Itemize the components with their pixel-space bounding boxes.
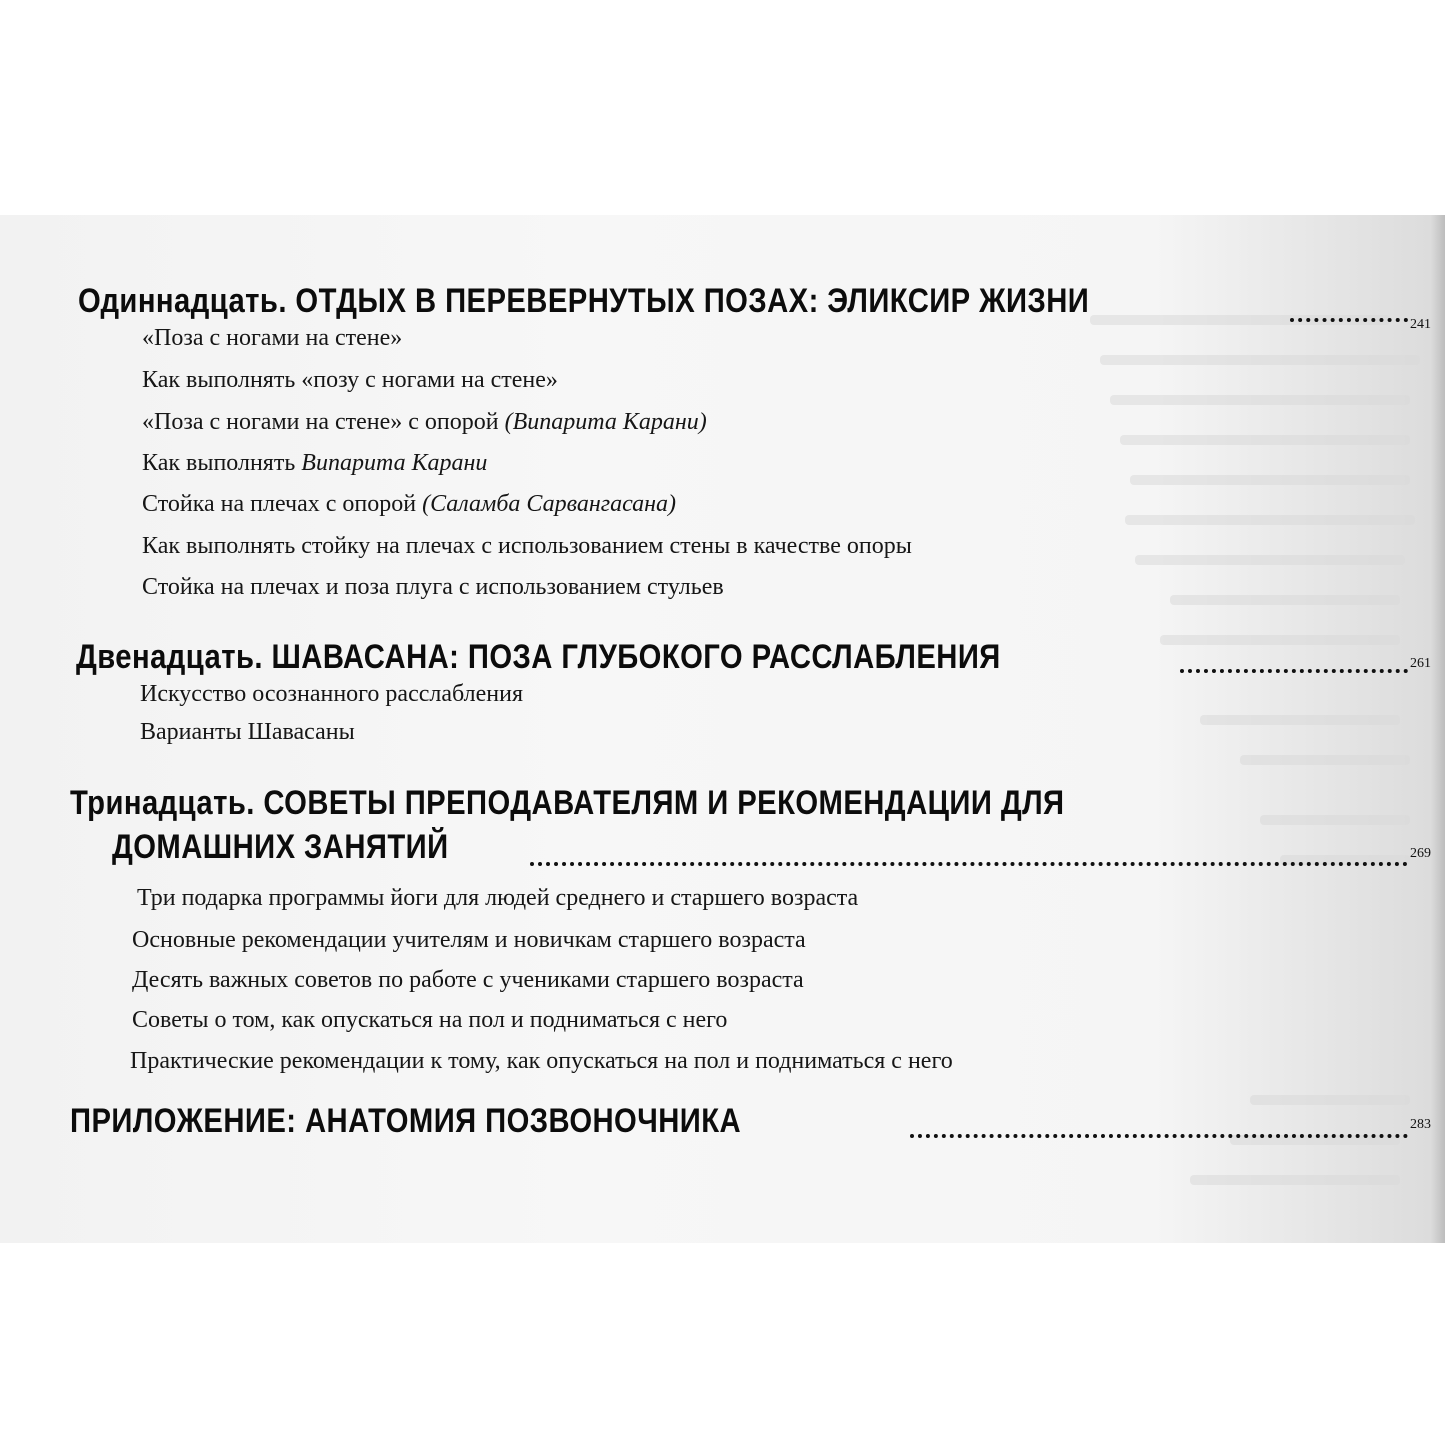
toc-item: Варианты Шавасаны xyxy=(140,719,355,745)
chapter-12-title: Двенадцать. ШАВАСАНА: ПОЗА ГЛУБОКОГО РАССЛАБЛЕНИЯ xyxy=(76,638,1001,676)
toc-item: Стойка на плечах с опорой (Саламба Сарвангасана) xyxy=(142,491,677,517)
toc-item: Как выполнять Випарита Карани xyxy=(142,450,488,476)
toc-item: Стойка на плечах и поза плуга с использованием стульев xyxy=(142,574,724,600)
toc-item: Как выполнять стойку на плечах с использованием стены в качестве опоры xyxy=(142,533,912,559)
appendix-title: ПРИЛОЖЕНИЕ: АНАТОМИЯ ПОЗВОНОЧНИКА xyxy=(70,1102,742,1140)
appendix-leader xyxy=(910,1134,1408,1138)
toc-item: Три подарка программы йоги для людей среднего и старшего возраста xyxy=(137,885,859,911)
toc-item: «Поза с ногами на стене» с опорой (Випарита Карани) xyxy=(142,409,707,435)
chapter-13-title-line2: ДОМАШНИХ ЗАНЯТИЙ xyxy=(112,828,449,866)
appendix-page: 283 xyxy=(1410,1117,1431,1132)
toc-item: Как выполнять «позу с ногами на стене» xyxy=(142,367,558,393)
toc-item: Основные рекомендации учителям и новичкам старшего возраста xyxy=(132,927,806,953)
toc-item: Десять важных советов по работе с учениками старшего возраста xyxy=(132,967,804,993)
chapter-11-leader xyxy=(1290,318,1408,322)
chapter-13-title-line1: Тринадцать. СОВЕТЫ ПРЕПОДАВАТЕЛЯМ И РЕКОМЕНДАЦИИ ДЛЯ xyxy=(70,784,1065,822)
chapter-12-page: 261 xyxy=(1410,656,1431,671)
chapter-12-leader xyxy=(1180,669,1408,673)
chapter-13-leader xyxy=(530,862,1408,866)
chapter-11-title: Одиннадцать. ОТДЫХ В ПЕРЕВЕРНУТЫХ ПОЗАХ: ЭЛИКСИР ЖИЗНИ xyxy=(78,282,1090,320)
toc-item: Советы о том, как опускаться на пол и подниматься с него xyxy=(132,1007,728,1033)
toc-item: Практические рекомендации к тому, как опускаться на пол и подниматься с него xyxy=(130,1048,953,1074)
chapter-11-page: 241 xyxy=(1410,317,1431,332)
toc-item: Искусство осознанного расслабления xyxy=(140,681,523,707)
toc-item: «Поза с ногами на стене» xyxy=(142,325,403,351)
chapter-13-page: 269 xyxy=(1410,846,1431,861)
